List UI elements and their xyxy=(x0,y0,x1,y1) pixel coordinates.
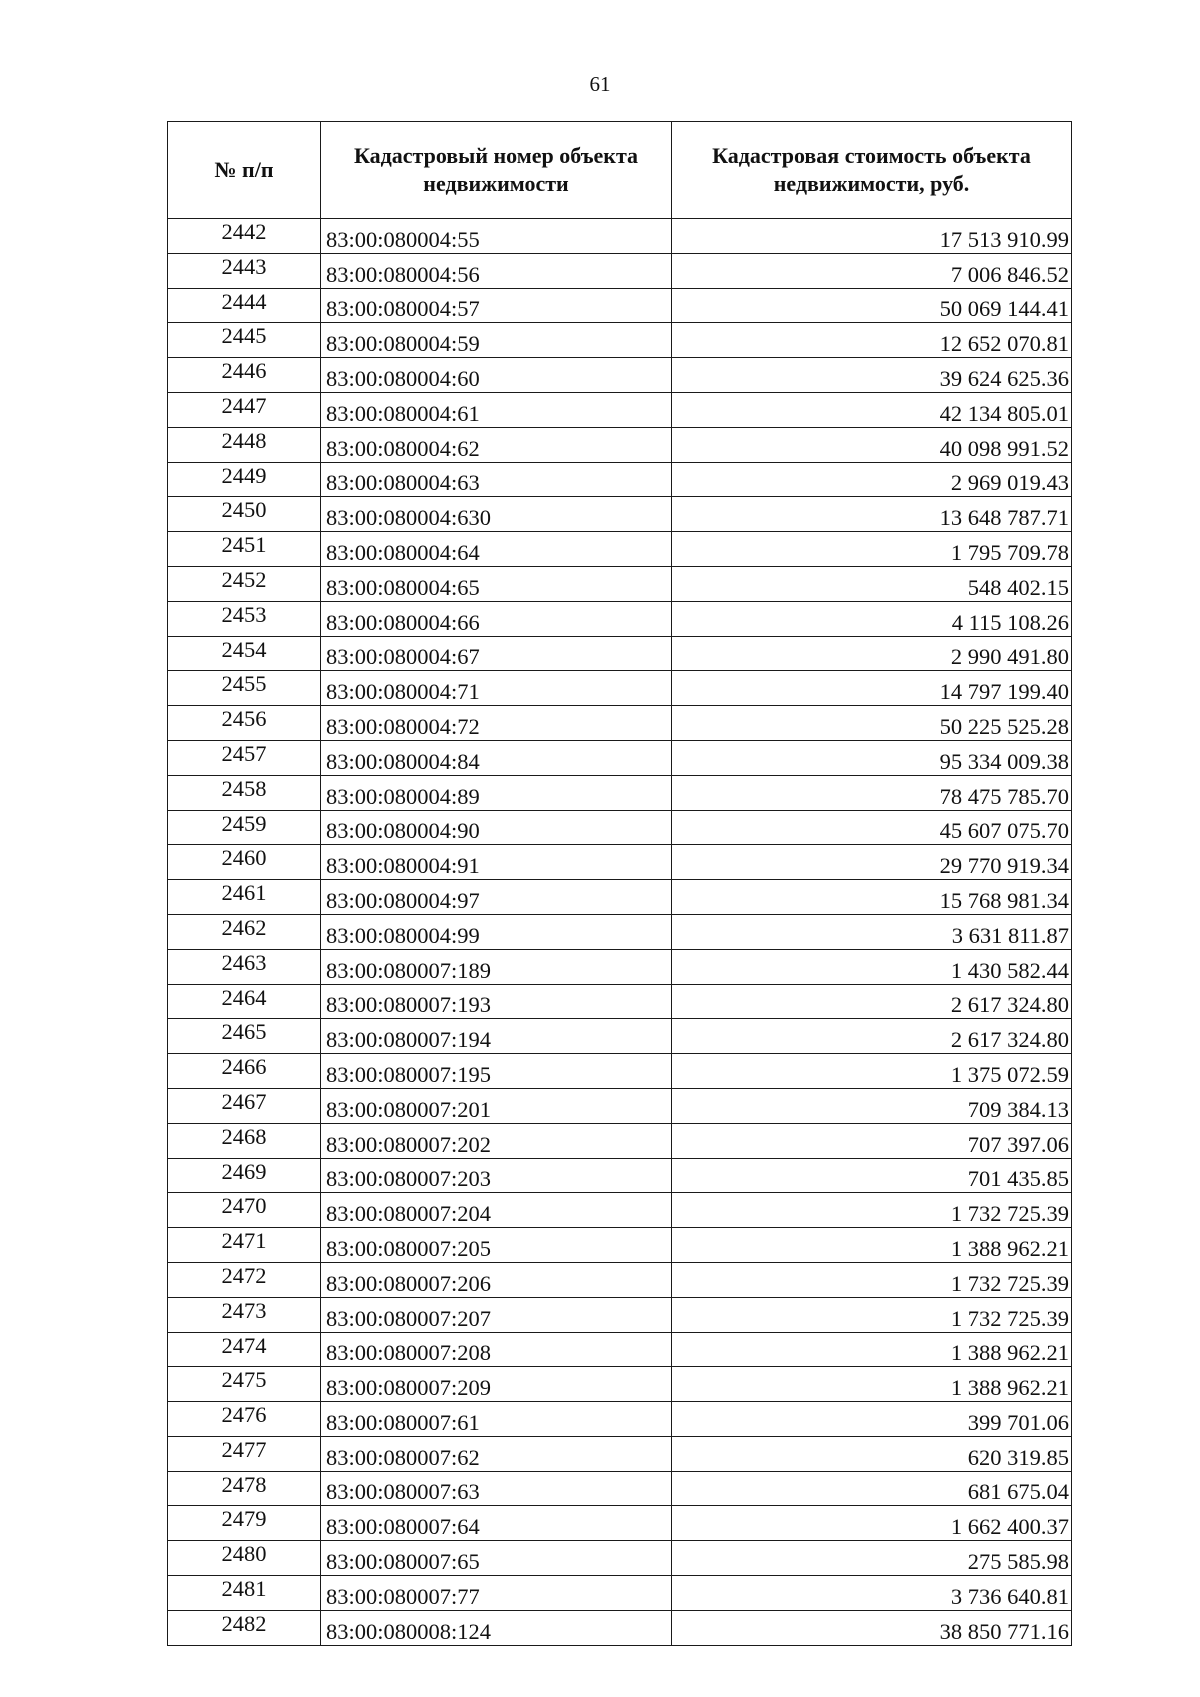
table-body xyxy=(168,219,1072,1646)
row-number-cell: 2445 xyxy=(168,323,321,358)
cadastral-number-cell: 83:00:080007:65 xyxy=(321,1541,672,1576)
row-number-cell: 2481 xyxy=(168,1576,321,1611)
table-row xyxy=(168,462,1072,497)
cadastral-number-cell: 83:00:080004:84 xyxy=(321,740,672,775)
cadastral-number-cell: 83:00:080007:194 xyxy=(321,1019,672,1054)
table-row xyxy=(168,671,1072,706)
cadastral-value-cell: 2 617 324.80 xyxy=(672,984,1072,1019)
row-number-cell: 2477 xyxy=(168,1436,321,1471)
row-number-cell: 2459 xyxy=(168,810,321,845)
cadastral-number-cell: 83:00:080004:57 xyxy=(321,288,672,323)
table-row xyxy=(168,1088,1072,1123)
cadastral-value-cell: 29 770 919.34 xyxy=(672,845,1072,880)
cadastral-value-cell: 17 513 910.99 xyxy=(672,219,1072,254)
table-row xyxy=(168,1506,1072,1541)
row-number-cell: 2479 xyxy=(168,1506,321,1541)
cadastral-value-cell: 681 675.04 xyxy=(672,1471,1072,1506)
cadastral-value-cell: 3 736 640.81 xyxy=(672,1576,1072,1611)
row-number-cell: 2449 xyxy=(168,462,321,497)
table-row xyxy=(168,1158,1072,1193)
row-number-cell: 2452 xyxy=(168,566,321,601)
row-number-cell: 2446 xyxy=(168,358,321,393)
cadastral-value-cell: 399 701.06 xyxy=(672,1402,1072,1437)
cadastral-value-cell: 13 648 787.71 xyxy=(672,497,1072,532)
cadastral-number-cell: 83:00:080004:64 xyxy=(321,532,672,567)
table-row xyxy=(168,1541,1072,1576)
cadastral-value-cell: 40 098 991.52 xyxy=(672,427,1072,462)
table-row xyxy=(168,810,1072,845)
cadastral-number-cell: 83:00:080004:72 xyxy=(321,706,672,741)
cadastral-number-cell: 83:00:080004:90 xyxy=(321,810,672,845)
row-number-cell: 2462 xyxy=(168,914,321,949)
cadastral-number-cell: 83:00:080004:62 xyxy=(321,427,672,462)
cadastral-number-cell: 83:00:080004:66 xyxy=(321,601,672,636)
cadastral-number-cell: 83:00:080004:59 xyxy=(321,323,672,358)
table-row xyxy=(168,740,1072,775)
cadastral-value-cell: 1 795 709.78 xyxy=(672,532,1072,567)
cadastral-number-cell: 83:00:080007:208 xyxy=(321,1332,672,1367)
cadastral-number-cell: 83:00:080007:203 xyxy=(321,1158,672,1193)
cadastral-value-cell: 15 768 981.34 xyxy=(672,880,1072,915)
cadastral-value-cell: 2 969 019.43 xyxy=(672,462,1072,497)
header-cadastral-number: Кадастровый номер объекта недвижимости xyxy=(321,122,672,219)
cadastral-value-cell: 3 631 811.87 xyxy=(672,914,1072,949)
table-row xyxy=(168,636,1072,671)
table-row xyxy=(168,1471,1072,1506)
cadastral-value-cell: 1 388 962.21 xyxy=(672,1228,1072,1263)
table-row xyxy=(168,288,1072,323)
table-row xyxy=(168,427,1072,462)
cadastral-number-cell: 83:00:080007:195 xyxy=(321,1054,672,1089)
cadastral-value-cell: 39 624 625.36 xyxy=(672,358,1072,393)
row-number-cell: 2454 xyxy=(168,636,321,671)
row-number-cell: 2468 xyxy=(168,1123,321,1158)
cadastral-number-cell: 83:00:080007:77 xyxy=(321,1576,672,1611)
cadastral-value-cell: 709 384.13 xyxy=(672,1088,1072,1123)
row-number-cell: 2467 xyxy=(168,1088,321,1123)
cadastral-value-cell: 620 319.85 xyxy=(672,1436,1072,1471)
cadastral-value-cell: 1 732 725.39 xyxy=(672,1297,1072,1332)
cadastral-value-cell: 1 732 725.39 xyxy=(672,1262,1072,1297)
cadastral-value-cell: 707 397.06 xyxy=(672,1123,1072,1158)
table-row xyxy=(168,845,1072,880)
table-row xyxy=(168,497,1072,532)
cadastral-number-cell: 83:00:080004:67 xyxy=(321,636,672,671)
row-number-cell: 2478 xyxy=(168,1471,321,1506)
table-row xyxy=(168,1610,1072,1645)
row-number-cell: 2447 xyxy=(168,392,321,427)
row-number-cell: 2461 xyxy=(168,880,321,915)
table-row xyxy=(168,1019,1072,1054)
cadastral-value-cell: 2 617 324.80 xyxy=(672,1019,1072,1054)
row-number-cell: 2455 xyxy=(168,671,321,706)
cadastral-number-cell: 83:00:080007:193 xyxy=(321,984,672,1019)
row-number-cell: 2466 xyxy=(168,1054,321,1089)
cadastral-number-cell: 83:00:080007:206 xyxy=(321,1262,672,1297)
table-row xyxy=(168,1228,1072,1263)
cadastral-number-cell: 83:00:080004:99 xyxy=(321,914,672,949)
cadastral-value-cell: 78 475 785.70 xyxy=(672,775,1072,810)
cadastral-number-cell: 83:00:080007:189 xyxy=(321,949,672,984)
cadastral-number-cell: 83:00:080004:71 xyxy=(321,671,672,706)
cadastral-number-cell: 83:00:080004:55 xyxy=(321,219,672,254)
row-number-cell: 2471 xyxy=(168,1228,321,1263)
cadastral-value-cell: 1 388 962.21 xyxy=(672,1332,1072,1367)
cadastral-value-cell: 548 402.15 xyxy=(672,566,1072,601)
cadastral-number-cell: 83:00:080008:124 xyxy=(321,1610,672,1645)
table-row xyxy=(168,253,1072,288)
cadastral-value-cell: 275 585.98 xyxy=(672,1541,1072,1576)
row-number-cell: 2464 xyxy=(168,984,321,1019)
cadastral-number-cell: 83:00:080004:97 xyxy=(321,880,672,915)
cadastral-value-cell: 38 850 771.16 xyxy=(672,1610,1072,1645)
table-row xyxy=(168,1262,1072,1297)
table-row xyxy=(168,1193,1072,1228)
row-number-cell: 2453 xyxy=(168,601,321,636)
cadastral-number-cell: 83:00:080007:209 xyxy=(321,1367,672,1402)
cadastral-value-cell: 14 797 199.40 xyxy=(672,671,1072,706)
table-row xyxy=(168,323,1072,358)
table-header xyxy=(168,122,1072,219)
cadastral-value-cell: 1 388 962.21 xyxy=(672,1367,1072,1402)
row-number-cell: 2442 xyxy=(168,219,321,254)
cadastral-number-cell: 83:00:080007:61 xyxy=(321,1402,672,1437)
cadastral-value-cell: 50 069 144.41 xyxy=(672,288,1072,323)
cadastral-number-cell: 83:00:080004:91 xyxy=(321,845,672,880)
header-row xyxy=(168,122,1072,219)
cadastral-number-cell: 83:00:080007:205 xyxy=(321,1228,672,1263)
table-row xyxy=(168,775,1072,810)
cadastral-value-cell: 1 732 725.39 xyxy=(672,1193,1072,1228)
table-row xyxy=(168,601,1072,636)
cadastral-number-cell: 83:00:080007:207 xyxy=(321,1297,672,1332)
cadastral-value-cell: 2 990 491.80 xyxy=(672,636,1072,671)
cadastral-number-cell: 83:00:080007:204 xyxy=(321,1193,672,1228)
table-row xyxy=(168,949,1072,984)
table-row xyxy=(168,914,1072,949)
table-row xyxy=(168,1402,1072,1437)
cadastral-number-cell: 83:00:080004:56 xyxy=(321,253,672,288)
cadastral-value-cell: 12 652 070.81 xyxy=(672,323,1072,358)
row-number-cell: 2448 xyxy=(168,427,321,462)
cadastral-number-cell: 83:00:080004:60 xyxy=(321,358,672,393)
cadastral-value-cell: 1 375 072.59 xyxy=(672,1054,1072,1089)
row-number-cell: 2474 xyxy=(168,1332,321,1367)
table-row xyxy=(168,880,1072,915)
page-number: 61 xyxy=(589,72,611,96)
cadastral-number-cell: 83:00:080007:64 xyxy=(321,1506,672,1541)
cadastral-value-cell: 50 225 525.28 xyxy=(672,706,1072,741)
table-row xyxy=(168,1367,1072,1402)
header-cadastral-value: Кадастровая стоимость объекта недвижимости, руб. xyxy=(672,122,1072,219)
cadastral-number-cell: 83:00:080004:65 xyxy=(321,566,672,601)
table-row xyxy=(168,1332,1072,1367)
row-number-cell: 2451 xyxy=(168,532,321,567)
cadastral-value-cell: 7 006 846.52 xyxy=(672,253,1072,288)
row-number-cell: 2473 xyxy=(168,1297,321,1332)
cadastral-value-cell: 701 435.85 xyxy=(672,1158,1072,1193)
row-number-cell: 2444 xyxy=(168,288,321,323)
table-row xyxy=(168,1123,1072,1158)
row-number-cell: 2476 xyxy=(168,1402,321,1437)
table-row xyxy=(168,1054,1072,1089)
table-row xyxy=(168,566,1072,601)
row-number-cell: 2469 xyxy=(168,1158,321,1193)
row-number-cell: 2480 xyxy=(168,1541,321,1576)
table-row xyxy=(168,984,1072,1019)
table-row xyxy=(168,1576,1072,1611)
cadastral-number-cell: 83:00:080007:63 xyxy=(321,1471,672,1506)
cadastral-value-cell: 42 134 805.01 xyxy=(672,392,1072,427)
table-row xyxy=(168,532,1072,567)
row-number-cell: 2463 xyxy=(168,949,321,984)
row-number-cell: 2450 xyxy=(168,497,321,532)
cadastre-table xyxy=(167,121,1072,1646)
cadastral-value-cell: 4 115 108.26 xyxy=(672,601,1072,636)
table-row xyxy=(168,358,1072,393)
row-number-cell: 2457 xyxy=(168,740,321,775)
cadastral-number-cell: 83:00:080007:201 xyxy=(321,1088,672,1123)
cadastral-value-cell: 45 607 075.70 xyxy=(672,810,1072,845)
row-number-cell: 2475 xyxy=(168,1367,321,1402)
table-row xyxy=(168,392,1072,427)
row-number-cell: 2482 xyxy=(168,1610,321,1645)
row-number-cell: 2472 xyxy=(168,1262,321,1297)
table-row xyxy=(168,1297,1072,1332)
row-number-cell: 2465 xyxy=(168,1019,321,1054)
row-number-cell: 2443 xyxy=(168,253,321,288)
row-number-cell: 2460 xyxy=(168,845,321,880)
cadastral-number-cell: 83:00:080007:202 xyxy=(321,1123,672,1158)
header-row-number: № п/п xyxy=(168,122,321,219)
cadastral-number-cell: 83:00:080004:630 xyxy=(321,497,672,532)
cadastral-number-cell: 83:00:080004:63 xyxy=(321,462,672,497)
cadastral-value-cell: 95 334 009.38 xyxy=(672,740,1072,775)
cadastral-number-cell: 83:00:080007:62 xyxy=(321,1436,672,1471)
cadastral-value-cell: 1 662 400.37 xyxy=(672,1506,1072,1541)
cadastral-number-cell: 83:00:080004:89 xyxy=(321,775,672,810)
table-row xyxy=(168,1436,1072,1471)
table-row xyxy=(168,219,1072,254)
row-number-cell: 2458 xyxy=(168,775,321,810)
row-number-cell: 2456 xyxy=(168,706,321,741)
table-row xyxy=(168,706,1072,741)
row-number-cell: 2470 xyxy=(168,1193,321,1228)
cadastral-number-cell: 83:00:080004:61 xyxy=(321,392,672,427)
cadastral-value-cell: 1 430 582.44 xyxy=(672,949,1072,984)
